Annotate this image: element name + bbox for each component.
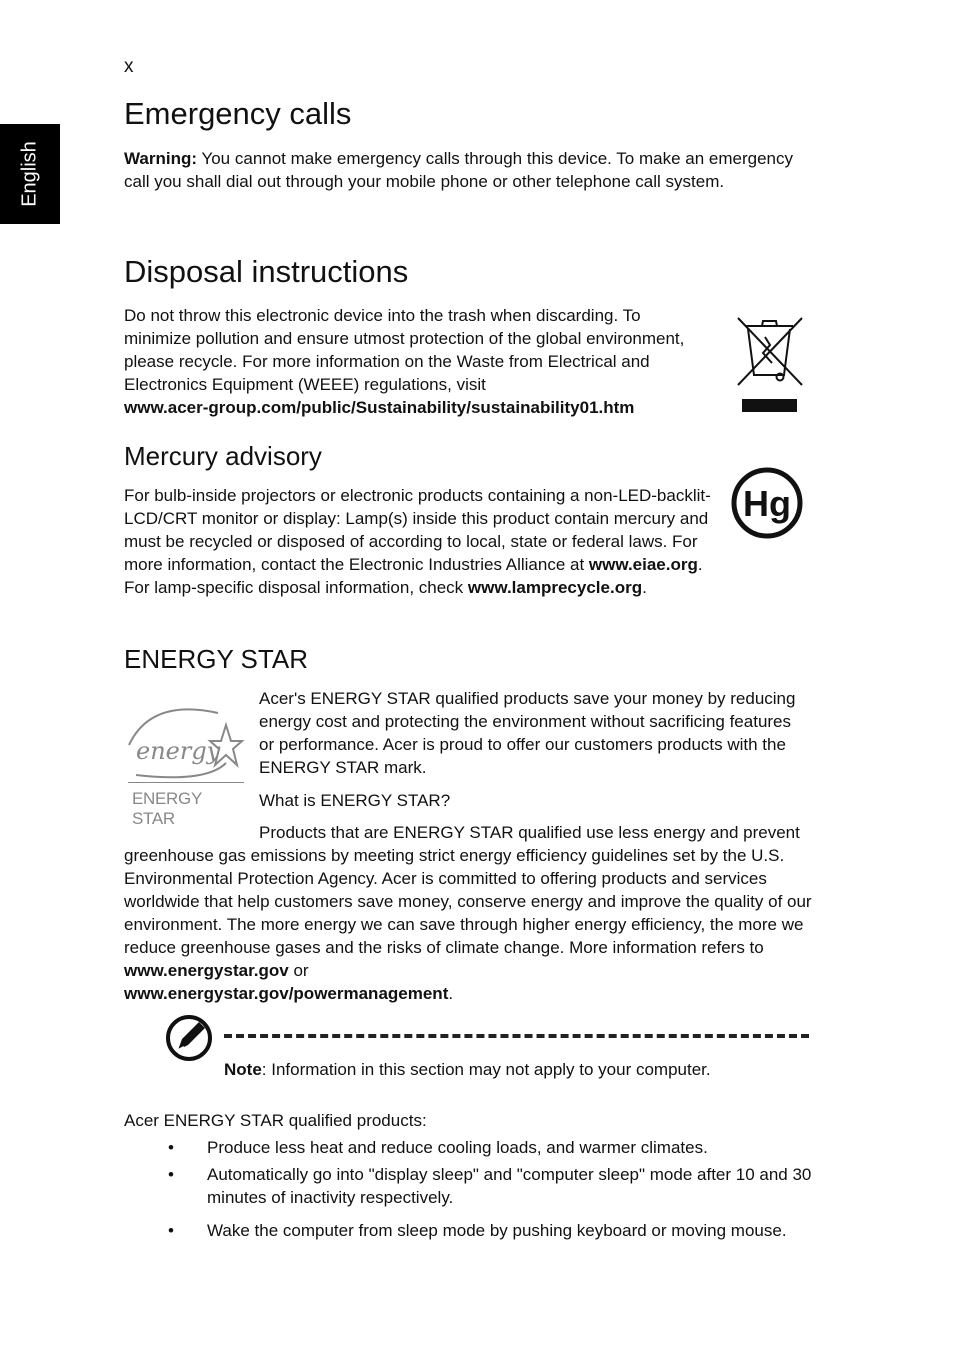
- mercury-hg-icon: [730, 466, 804, 540]
- note-divider: [224, 1034, 809, 1038]
- mercury-text-1: For bulb-inside projectors or electronic products containing a non-LED-backlit-LCD/CRT monitor or display: Lamp(s) inside this product contain mercury and must be recycled or disposed of according to local, state or federal laws. For more information, contact the Electronic Industries Alliance at: [124, 486, 711, 574]
- note-pen-icon: [164, 1013, 214, 1063]
- bullet: •: [168, 1165, 174, 1184]
- energy-star-logo: [126, 703, 246, 828]
- energy-star-or: or: [288, 961, 309, 980]
- list-item-text: Automatically go into "display sleep" and "computer sleep" mode after 10 and 30 minutes of inactivity respectively.: [207, 1165, 812, 1207]
- list-item: [124, 1219, 824, 1242]
- energy-star-body: [124, 821, 814, 1005]
- weee-crossed-bin-icon: [734, 315, 806, 415]
- mercury-text: [124, 484, 714, 599]
- qualified-list: [124, 1136, 824, 1242]
- energy-star-body-text: Products that are ENERGY STAR qualified use less energy and prevent greenhouse gas emissions by meeting strict energy efficiency guidelines set by the U.S. Environmental Protection Agency. Acer is committed to offering products and services worldwide that help customers save money, conserve energy and improve the quality of our environment. The more energy we can save through higher energy efficiency, the more we reduce greenhouse gases and the risks of climate change. More information refers to: [124, 823, 812, 957]
- disposal-link[interactable]: www.acer-group.com/public/Sustainability/sustainability01.htm: [124, 398, 635, 417]
- note-body: : Information in this section may not apply to your computer.: [261, 1060, 711, 1079]
- page-number: x: [124, 56, 134, 77]
- energystar-link[interactable]: www.energystar.gov: [124, 961, 289, 980]
- bullet: •: [168, 1221, 174, 1240]
- energy-logo-caption: ENERGY STAR: [132, 789, 202, 828]
- disposal-heading: Disposal instructions: [124, 254, 409, 289]
- energy-star-intro: Acer's ENERGY STAR qualified products save your money by reducing energy cost and protecting the environment without sacrificing features or performance. Acer is proud to offer our customers products with the ENERGY STAR mark.: [259, 689, 796, 777]
- lamprecycle-link[interactable]: www.lamprecycle.org: [467, 578, 643, 597]
- warning-text: You cannot make emergency calls through this device. To make an emergency call you shall dial out through your mobile phone or other telephone call system.: [124, 149, 794, 191]
- bullet: •: [168, 1138, 174, 1157]
- warning-label: Warning:: [124, 149, 198, 168]
- energystar-powermanagement-link[interactable]: www.energystar.gov/powermanagement: [124, 984, 449, 1003]
- mercury-text-2: . For lamp-specific disposal information, check: [124, 555, 703, 597]
- emergency-warning: [124, 147, 814, 193]
- energy-logo-script: energy: [136, 737, 221, 765]
- mercury-symbol: Hg: [743, 483, 791, 524]
- energy-star-question: What is ENERGY STAR?: [259, 791, 451, 810]
- note-label: Note: [224, 1060, 262, 1079]
- list-item-text: Wake the computer from sleep mode by pushing keyboard or moving mouse.: [207, 1221, 787, 1240]
- qualified-intro: Acer ENERGY STAR qualified products:: [124, 1111, 427, 1130]
- list-item: [124, 1163, 824, 1209]
- note-text: [224, 1058, 824, 1081]
- disposal-text: Do not throw this electronic device into the trash when discarding. To minimize pollution and ensure utmost protection of the global environment, please recycle. For more information on the Waste from Electrical and Electronics Equipment (WEEE) regulations, visit: [124, 306, 685, 394]
- eiae-link[interactable]: www.eiae.org: [588, 555, 698, 574]
- energy-star-period: .: [448, 984, 454, 1003]
- language-tab-label: English: [18, 141, 41, 207]
- emergency-heading: Emergency calls: [124, 96, 352, 131]
- mercury-heading: Mercury advisory: [124, 441, 322, 471]
- mercury-text-3: .: [642, 578, 647, 597]
- list-item: [124, 1136, 824, 1159]
- energy-star-heading: ENERGY STAR: [124, 644, 308, 674]
- list-item-text: Produce less heat and reduce cooling loads, and warmer climates.: [207, 1138, 708, 1157]
- language-tab: [0, 124, 60, 224]
